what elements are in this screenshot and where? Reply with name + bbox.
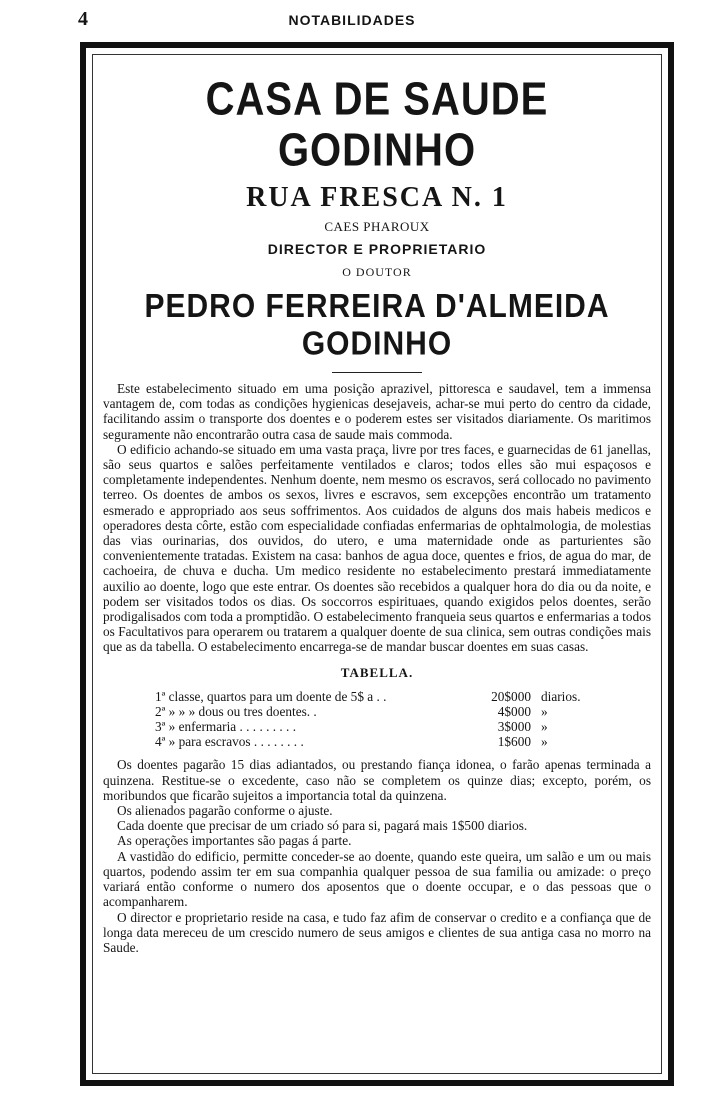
ad-location: CAES PHAROUX	[324, 219, 430, 234]
paragraph: Os doentes pagarão 15 dias adiantados, ou prestando fiança idonea, o farão apenas terminada a quinzena. Restitue-se o excedente, caso não se completem os quinze dias; excepto, porém, os moribundos que ficarão sujeitos a importancia total da quinzena.	[103, 757, 651, 803]
paragraph: A vastidão do edificio, permitte conceder-se ao doente, quando este queira, um salão e um ou mais quartos, podendo assim ter em sua companhia qualquer pessoa de sua familia ou amizade: o preço variará então conforme o numero dos aposentos que o doente occupar, e o das pessoas que o acompanharem.	[103, 848, 651, 910]
ad-role: DIRECTOR E PROPRIETARIO	[267, 241, 487, 257]
page-header	[0, 2, 704, 32]
paragraph: O edificio achando-se situado em uma vasta praça, livre por tres faces, e guarnecidas de 61 janellas, são seus quartos e salões perfeitamente ventilados e claros; todos elles são mui espaçosos e completamente independentes. Nenhum doente, nem mesmo os escravos, será collocado no pavimento terreo. Os doentes de ambos os sexos, livres e escravos, sem excepções encontrão um tratamento esmerado e appropriado aos seus soffrimentos. Aos cuidados de alguns dos mais habeis medicos e operadores desta côrte, estão com especialidade confiadas enfermarias de ophtalmologia, de molestias das vias ourinarias, dos ouvidos, do utero, e uma maternidade onde as parturientes são convenientemente tratadas. Existem na casa: banhos de agua doce, quentes e frios, de agua do mar, de cachoeira, de chuva e ducha. Um medico residente no estabelecimento prestará immediatamente auxilio ao doente, logo que este entrar. Os doentes são recebidos a qualquer hora do dia ou da noite, e podem ser visitados todos os dias. Os soccorros espirituaes, quando exigidos pelos doentes, serão prodigalisados com toda a promptidão. O estabelecimento franqueia seus quartos e enfermarias a todos os Facultativos para operarem ou tratarem a qualquer doente de sua clinica, sem outras condições mais que as da tabella. O estabelecimento encarrega-se de mandar buscar doentes em suas casas.	[103, 441, 651, 655]
table-row	[103, 734, 651, 749]
row-price: 3$000	[497, 719, 531, 735]
ad-title: CASA DE SAUDE GODINHO	[205, 74, 549, 176]
table-row	[103, 719, 651, 734]
table-row	[103, 704, 651, 719]
row-label: 1ª classe, quartos para um doente de 5$ a . .	[155, 688, 387, 704]
row-label: 4ª » para escravos . . . . . . . .	[155, 734, 304, 750]
ad-body-after	[103, 757, 651, 955]
ad-body	[103, 381, 651, 655]
row-price: 1$600	[497, 734, 531, 750]
row-label: 2ª » » » dous ou tres doentes. .	[155, 703, 317, 719]
paragraph: Os alienados pagarão conforme o ajuste.	[117, 803, 333, 819]
row-unit: diarios.	[541, 688, 581, 704]
ad-honorific: O DOUTOR	[342, 265, 412, 279]
running-title: NOTABILIDADES	[288, 12, 416, 28]
paragraph: O director e proprietario reside na casa, e tudo faz afim de conservar o credito e a confiança que de longa data mereceu de um crescido numero de seus amigos e clientes de sua antiga casa no morro na Saude.	[103, 909, 651, 955]
divider	[332, 372, 422, 373]
row-price: 20$000	[491, 688, 531, 704]
row-label: 3ª » enfermaria . . . . . . . . .	[155, 719, 297, 735]
paragraph: As operações importantes são pagas á parte.	[117, 833, 352, 849]
paragraph: Este estabelecimento situado em uma posição aprazivel, pittoresca e saudavel, tem a immensa vantagem de, com todas as condições hygienicas desejaveis, achar-se mui perto do centro da cidade, facilitando assim o transporte dos doentes e o poderem estes ser visitados diariamente. Os maritimos seguramente não encontrarão outra casa de saude mais commoda.	[103, 381, 651, 442]
row-price: 4$000	[497, 703, 531, 719]
row-unit: »	[541, 703, 548, 719]
table-row	[103, 689, 651, 704]
ad-owner-name: PEDRO FERREIRA D'ALMEIDA GODINHO	[144, 288, 610, 363]
ad-address: RUA FRESCA N. 1	[246, 182, 508, 213]
advertisement-content	[92, 54, 662, 1074]
row-unit: »	[541, 734, 548, 750]
page-number: 4	[78, 8, 88, 30]
paragraph: Cada doente que precisar de um criado só para si, pagará mais 1$500 diarios.	[117, 818, 528, 834]
advertisement-frame	[80, 42, 674, 1086]
price-table-title: TABELLA.	[340, 664, 414, 680]
row-unit: »	[541, 719, 548, 735]
price-table	[103, 689, 651, 750]
